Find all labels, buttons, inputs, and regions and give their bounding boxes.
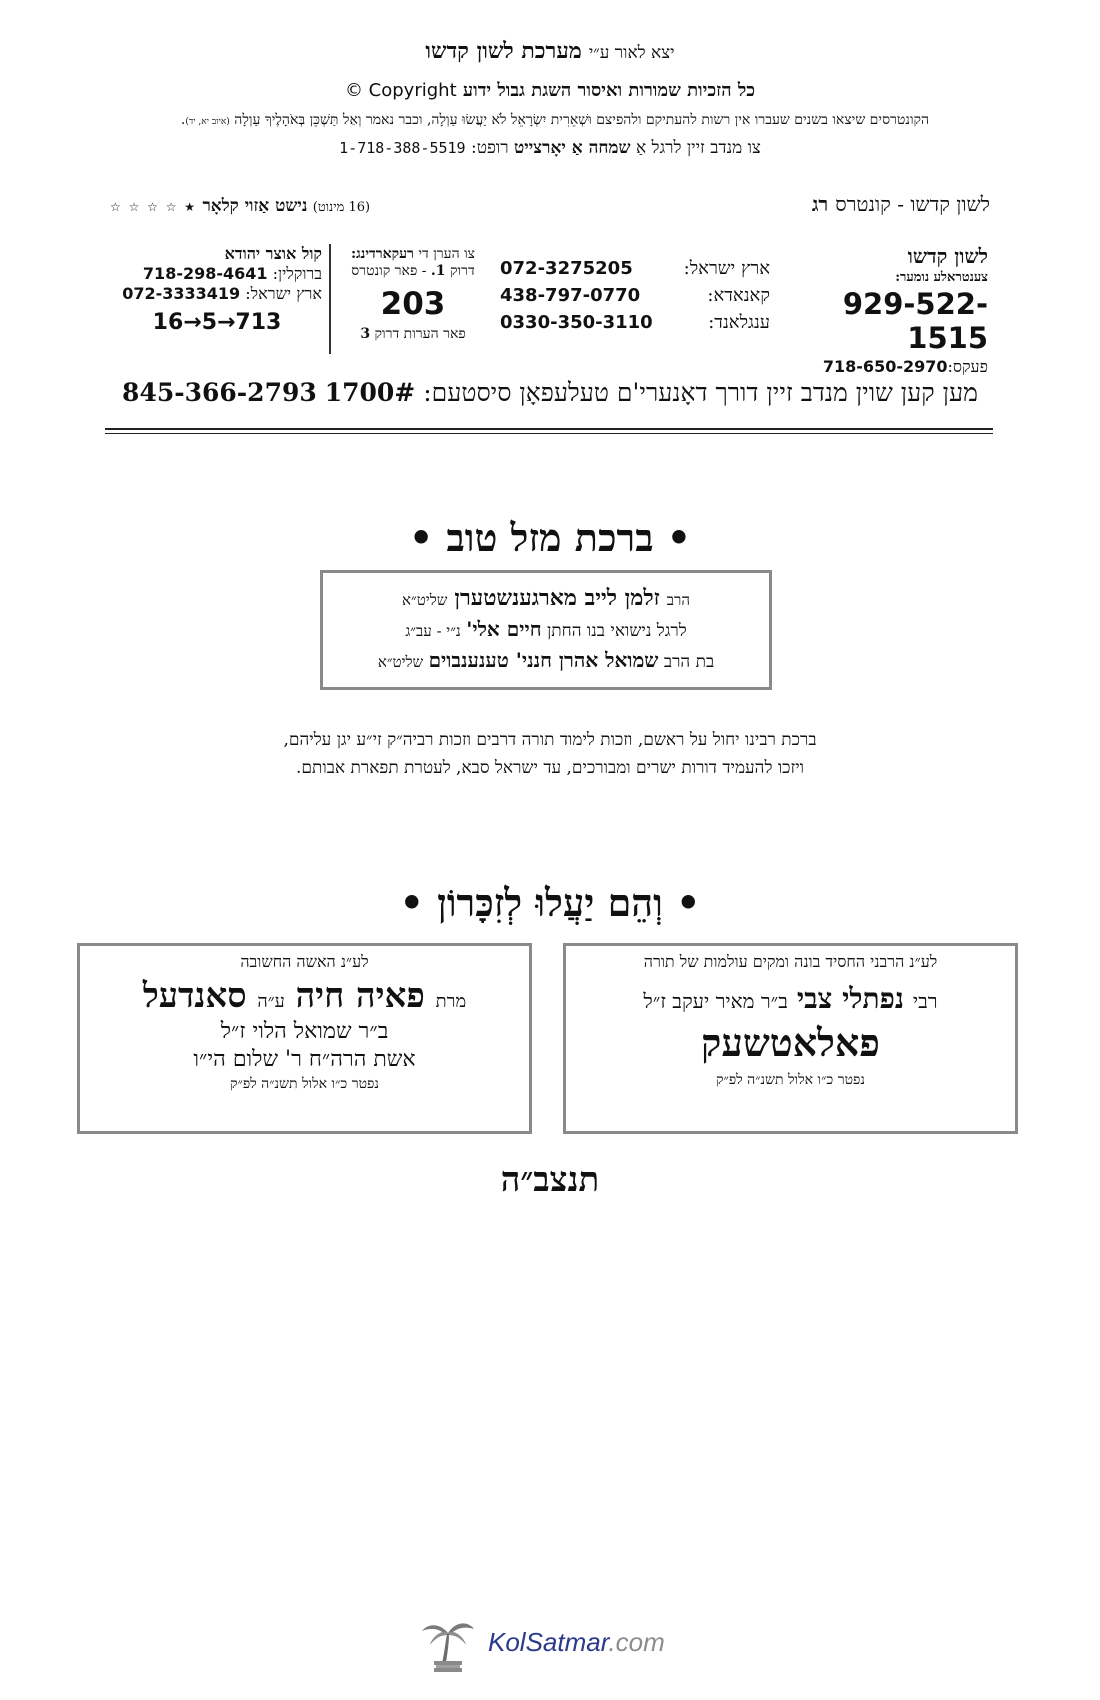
kuntres-number: רג: [811, 192, 829, 216]
shiur-minutes: (16 מינוט): [312, 200, 371, 215]
phone-number: 072-3275205: [500, 258, 633, 279]
donor-prefix: צו מנדב זיין לרגל אַ: [635, 138, 761, 158]
mazal-tov-line1: [323, 585, 769, 611]
palm-tree-book-icon: [418, 1615, 478, 1675]
memorial-name-line: [566, 982, 1015, 1016]
header-rule: [105, 433, 993, 434]
rec-line3-text: פאר הערות דרוק: [374, 326, 466, 342]
koy-brooklyn-phone: 718-298-4641: [142, 264, 268, 283]
kolsatmar-logo[interactable]: [418, 1615, 698, 1675]
l3-prefix: בת הרב: [663, 652, 715, 672]
l3-suffix: שליט״א: [377, 653, 424, 671]
memorial-intro: לע״נ האשה החשובה: [240, 952, 369, 971]
l3-name: שמואל אהרן חנני' טענענבוים: [428, 648, 659, 672]
name-surname: סאנדעל: [142, 976, 247, 1016]
lsk-name: לשון קדשו: [907, 244, 988, 268]
phone-label: קאנאדא:: [707, 285, 770, 306]
rec-line1-bold: רעקארדינג:: [350, 246, 414, 262]
name-prefix: רבי: [912, 989, 938, 1013]
closing-text: תנצב״ה: [500, 1160, 600, 1200]
koy-title: קול אוצר יהודא: [224, 244, 322, 263]
l1-name: זלמן לייב מארגענשטערן: [454, 585, 660, 611]
shiur-name: נישט אַזוי קלאָר: [202, 196, 308, 216]
donor-phone: 1-718-388-5519: [339, 139, 466, 157]
rec-number: 203: [380, 286, 446, 322]
koy-brooklyn-row: [112, 264, 322, 284]
lsk-main-phone: 929-522-1515: [842, 287, 988, 355]
mazal-tov-box: [320, 570, 772, 690]
kuntres-title: [812, 192, 990, 217]
shiur-title: [110, 196, 370, 216]
memorial-father: ב״ר שמואל הלוי ז״ל: [220, 1019, 389, 1044]
l2-name: חיים אלי': [466, 617, 542, 641]
rights-text: כל הזכיות שמורות ואיסור השגת גבול ידוע: [462, 80, 756, 101]
rec-line3-num: 3: [360, 326, 371, 342]
phone-row: [500, 285, 770, 312]
warning-text: הקונטרסים שיצאו בשנים שעברו אין רשות להעתיקם ולהפיצם וּשְׁאֵרִית יִשְׂרָאֵל לֹא יַעֲשׂוּ עַוְלָה, וכבר נאמר וְאַל תַּשְׁכֵּן בְּאֹהָלֶיךָ עַוְלָה: [234, 112, 930, 128]
donation-phone-line: [0, 378, 1100, 408]
rec-line2-text: דרוק: [450, 263, 475, 279]
koy-brooklyn-label: ברוקלין:: [272, 264, 322, 283]
phone-number: 438-797-0770: [500, 285, 641, 306]
name-mid: ע״ה: [257, 991, 285, 1012]
phone-list: [500, 258, 770, 339]
rec-line2-num: 1.: [430, 263, 446, 279]
blessing-line: ברכת רבינו יחול על ראשם, וזכות לימוד תורה דרבים וזכות רביה״ק זי״ע יגן עליהם,: [283, 730, 817, 750]
lsk-contact: [788, 244, 988, 377]
phone-row: [500, 312, 770, 339]
donor-suffix: רופט:: [470, 138, 509, 158]
copyright-text: Copyright ©: [344, 80, 457, 101]
rec-line2: [338, 263, 488, 280]
rec-line1-text: צו הערן די: [418, 246, 475, 262]
phone-number: 0330-350-3110: [500, 312, 653, 333]
donation-number: 845-366-2793: [122, 378, 317, 407]
phone-row: [500, 258, 770, 285]
logo-tld: .com: [608, 1627, 665, 1657]
memorial-date: נפטר כ״ו אלול תשנ״ה לפ״ק: [230, 1076, 379, 1092]
recording-info: [338, 246, 488, 343]
phone-label: ענגלאנד:: [708, 312, 770, 333]
memorial-surname: פאלאטשעק: [701, 1020, 880, 1065]
rec-line2-rest: - פאר קונטרס: [351, 263, 427, 279]
lsk-fax: 718-650-2970: [822, 357, 948, 376]
name-bold: פאיה חיה: [295, 976, 425, 1016]
memorial-husband: אשת הרה״ח ר' שלום הי״ו: [193, 1047, 416, 1072]
name-suffix: ב״ר מאיר יעקב ז״ל: [643, 989, 788, 1013]
koy-israel-label: ארץ ישראל:: [245, 284, 322, 303]
memorial-name-line: [80, 976, 529, 1016]
donor-line: [0, 138, 1100, 158]
memorial-date: נפטר כ״ו אלול תשנ״ה לפ״ק: [716, 1072, 865, 1088]
divider: [329, 244, 331, 354]
mazal-tov-blessing: [0, 726, 1100, 782]
l2-suffix: נ״י - עב״ג: [405, 622, 461, 640]
mazal-tov-heading: • ברכת מזל טוב •: [408, 515, 692, 560]
lsk-sub: צענטראלע נומער:: [895, 270, 988, 285]
mazal-tov-line3: [323, 648, 769, 673]
warning-line: הקונטרסים שיצאו בשנים שעברו אין רשות להעתיקם ולהפיצם וּשְׁאֵרִית יִשְׂרָאֵל לֹא יַעֲשׂוּ עַוְלָה, וכבר נאמר וְאַל תַּשְׁכֵּן בְּאֹהָלֶיךָ עַוְלָה (איוב יא, יד).: [180, 112, 930, 128]
logo-text: [488, 1627, 665, 1658]
name-bold: נפתלי צבי: [796, 982, 904, 1015]
koy-israel-row: [112, 284, 322, 304]
lsk-fax-label: פעקס:: [947, 357, 988, 376]
rights-line: [0, 80, 1100, 101]
rating-stars-icon: ★ ☆ ☆ ☆ ☆: [110, 200, 198, 214]
logo-brand: KolSatmar: [488, 1627, 609, 1657]
mazal-tov-line2: [323, 617, 769, 642]
l1-prefix: הרב: [666, 591, 690, 609]
koy-israel-phone: 072-3333419: [122, 284, 241, 303]
published-prefix: יצא לאור ע״י: [588, 43, 675, 63]
memorial-box-left: [77, 943, 532, 1134]
l2-prefix: לרגל נישואי בנו החתן: [546, 621, 687, 641]
warning-source: (איוב יא, יד): [185, 117, 230, 127]
blessing-line: ויזכו להעמיד דורות ישרים ומבורכים, עד ישראל סבא, לעטרת תפארת אבותם.: [295, 758, 805, 778]
memorial-intro: לע״נ הרבני החסיד בונה ומקים עולמות של תורה: [643, 952, 938, 971]
memorial-box-right: [563, 943, 1018, 1134]
lsk-fax-row: [788, 357, 988, 377]
memorial-heading: • וְהֵם יַעֲלוּ לְזִכָּרוֹן •: [399, 880, 701, 925]
name-prefix: מרת: [435, 991, 467, 1012]
kuntres-prefix: לשון קדשו - קונטרס: [835, 192, 990, 216]
publisher-line: [0, 38, 1100, 64]
donation-text: מען קען שוין מנדב זיין דורך דאָנערי'ם טעלעפאָן סיסטעם:: [423, 378, 978, 407]
donor-occasion: שמחה אַ יאָרצייט: [514, 138, 631, 158]
rec-line1: [338, 246, 488, 263]
phone-label: ארץ ישראל:: [683, 258, 770, 279]
kol-otzar-contact: [112, 244, 322, 335]
publisher-name: מערכת לשון קדשו: [425, 38, 582, 64]
header-rule: [105, 428, 993, 430]
l1-suffix: שליט״א: [402, 591, 448, 609]
rec-line3: [338, 326, 488, 343]
koy-code: 16→5→713: [152, 310, 282, 335]
donation-code: 1700#: [324, 378, 416, 407]
